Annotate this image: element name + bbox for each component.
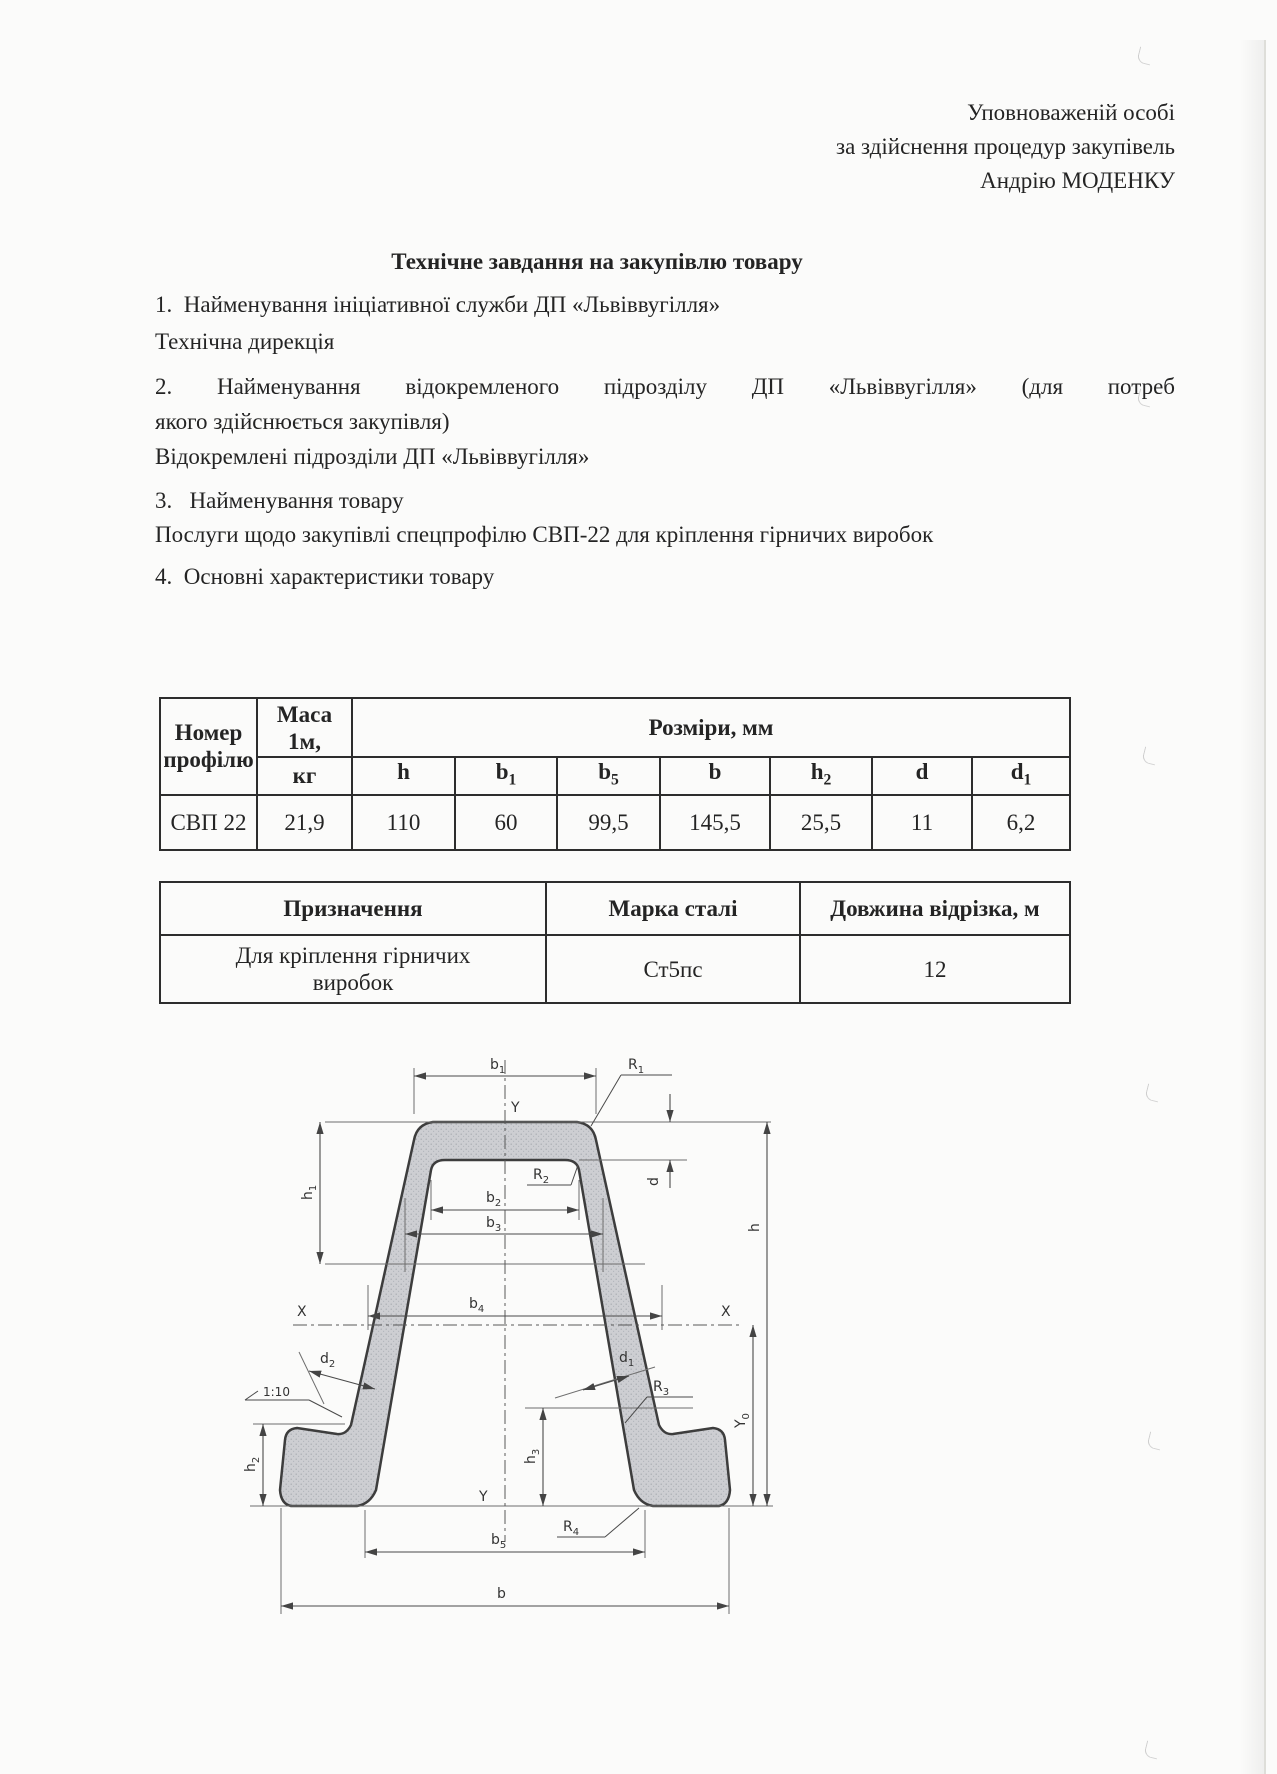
cell-b: 145,5 [660, 795, 770, 850]
leader-r1 [591, 1075, 672, 1126]
col-header-h [352, 757, 455, 795]
col-header-purpose: Призначення [160, 882, 546, 935]
col-header-steel-grade: Марка сталі [546, 882, 800, 935]
leader-slope [245, 1391, 342, 1417]
addressee-block [155, 96, 1175, 198]
col-header-b1 [455, 757, 557, 795]
label-r4: $R_4$ [563, 1519, 580, 1538]
label-b2: $b_2$ [486, 1190, 502, 1209]
label-b4: $b_4$ [469, 1296, 485, 1315]
extension-line [405, 1198, 603, 1272]
cell-purpose: Для кріплення гірничих виробок [160, 935, 546, 1003]
dim-symbol: h [810, 759, 824, 784]
item-2-heading-line1: 2. Найменування відокремленого підрозділу ДП «Львіввугілля» (для потреб [155, 374, 1175, 399]
label-slope: 1:10 [263, 1385, 290, 1399]
item-2-answer: Відокремлені підрозділи ДП «Львіввугілля» [155, 444, 590, 469]
label-y-axis-top: Y [511, 1100, 520, 1116]
item-4-heading: 4. Основні характеристики товару [155, 564, 495, 589]
cell-h2: 25,5 [770, 795, 872, 850]
label-r3: $R_3$ [653, 1379, 670, 1398]
dim-symbol: b [598, 759, 611, 784]
scan-artifact [1146, 1432, 1163, 1451]
label-r1: $R_1$ [628, 1057, 645, 1076]
cell-b5: 99,5 [557, 795, 660, 850]
label-x-axis-left: X [297, 1304, 307, 1320]
label-y-axis-bottom: Y [479, 1489, 488, 1505]
label-h3: $h_3$ [523, 1448, 542, 1464]
label-b1: $b_1$ [490, 1057, 506, 1076]
cell-d: 11 [872, 795, 972, 850]
label-b5: $b_5$ [491, 1532, 507, 1551]
profile-dimensions-table [159, 697, 1071, 851]
addressee-line: за здійснення процедур закупівель [835, 134, 1175, 159]
addressee-line: Уповноваженій особі [967, 100, 1175, 125]
table-row [160, 795, 1070, 850]
cell-h: 110 [352, 795, 455, 850]
col-header-kg: кг [257, 757, 352, 795]
cell-b1: 60 [455, 795, 557, 850]
cell-length: 12 [800, 935, 1070, 1003]
table-row [160, 935, 1070, 1003]
scan-artifact [1141, 747, 1158, 766]
cell-steel-grade: Ст5пс [546, 935, 800, 1003]
col-header-profile: Номер профілю [160, 698, 257, 795]
document-title: Технічне завдання на закупівлю товару [391, 249, 803, 274]
dim-subscript: 1 [508, 771, 517, 789]
item-3-heading: 3. Найменування товару [155, 488, 404, 513]
label-x-axis-right: X [721, 1304, 731, 1320]
label-y0: $Y_0$ [733, 1413, 752, 1428]
dim-symbol: h [397, 759, 410, 784]
item-3-answer: Послуги щодо закупівлі спецпрофілю СВП-22 для кріплення гірничих виробок [155, 522, 934, 547]
label-d2: $d_2$ [320, 1351, 336, 1370]
col-header-d [872, 757, 972, 795]
table-row [160, 698, 1070, 757]
col-header-h2 [770, 757, 872, 795]
scan-artifact [1136, 47, 1153, 66]
col-header-length: Довжина відрізка, м [800, 882, 1070, 935]
cell-profile-number: СВП 22 [160, 795, 257, 850]
scan-artifact [1144, 1084, 1161, 1103]
table-row [160, 757, 1070, 795]
label-d1: $d_1$ [619, 1350, 635, 1369]
page-edge-shadow [1240, 40, 1266, 1774]
item-1-heading: 1. Найменування ініціативної служби ДП «Львіввугілля» [155, 292, 721, 317]
dim-symbol: b [495, 759, 509, 784]
label-b3: $b_3$ [486, 1215, 502, 1234]
cell-d1: 6,2 [972, 795, 1070, 850]
item-2-heading-line2: якого здійснюється закупівля) [155, 409, 450, 434]
item-1-answer: Технічна дирекція [155, 329, 335, 354]
dim-subscript: 1 [1023, 771, 1032, 789]
col-header-dimensions: Розміри, мм [352, 698, 1070, 757]
steel-grade-table [159, 881, 1071, 1004]
addressee-line: Андрію МОДЕНКУ [980, 168, 1175, 193]
col-header-b5 [557, 757, 660, 795]
label-r2: $R_2$ [533, 1167, 550, 1186]
scan-artifact [1143, 1741, 1160, 1760]
label-b: b [497, 1586, 506, 1602]
label-d: d [646, 1177, 662, 1186]
table-row [160, 882, 1070, 935]
label-h1: $h_1$ [300, 1184, 319, 1200]
col-header-mass: Маса 1м, [257, 698, 352, 757]
profile-cross-section-drawing [225, 1038, 785, 1628]
label-h: h [747, 1223, 763, 1232]
label-h2: $h_2$ [243, 1456, 262, 1472]
dim-symbol: d [1010, 759, 1024, 784]
dim-symbol: b [708, 759, 722, 784]
dim-subscript: 2 [823, 771, 832, 789]
dim-symbol: d [915, 759, 929, 784]
cell-mass: 21,9 [257, 795, 352, 850]
col-header-d1 [972, 757, 1070, 795]
dim-subscript: 5 [610, 771, 619, 789]
col-header-b [660, 757, 770, 795]
